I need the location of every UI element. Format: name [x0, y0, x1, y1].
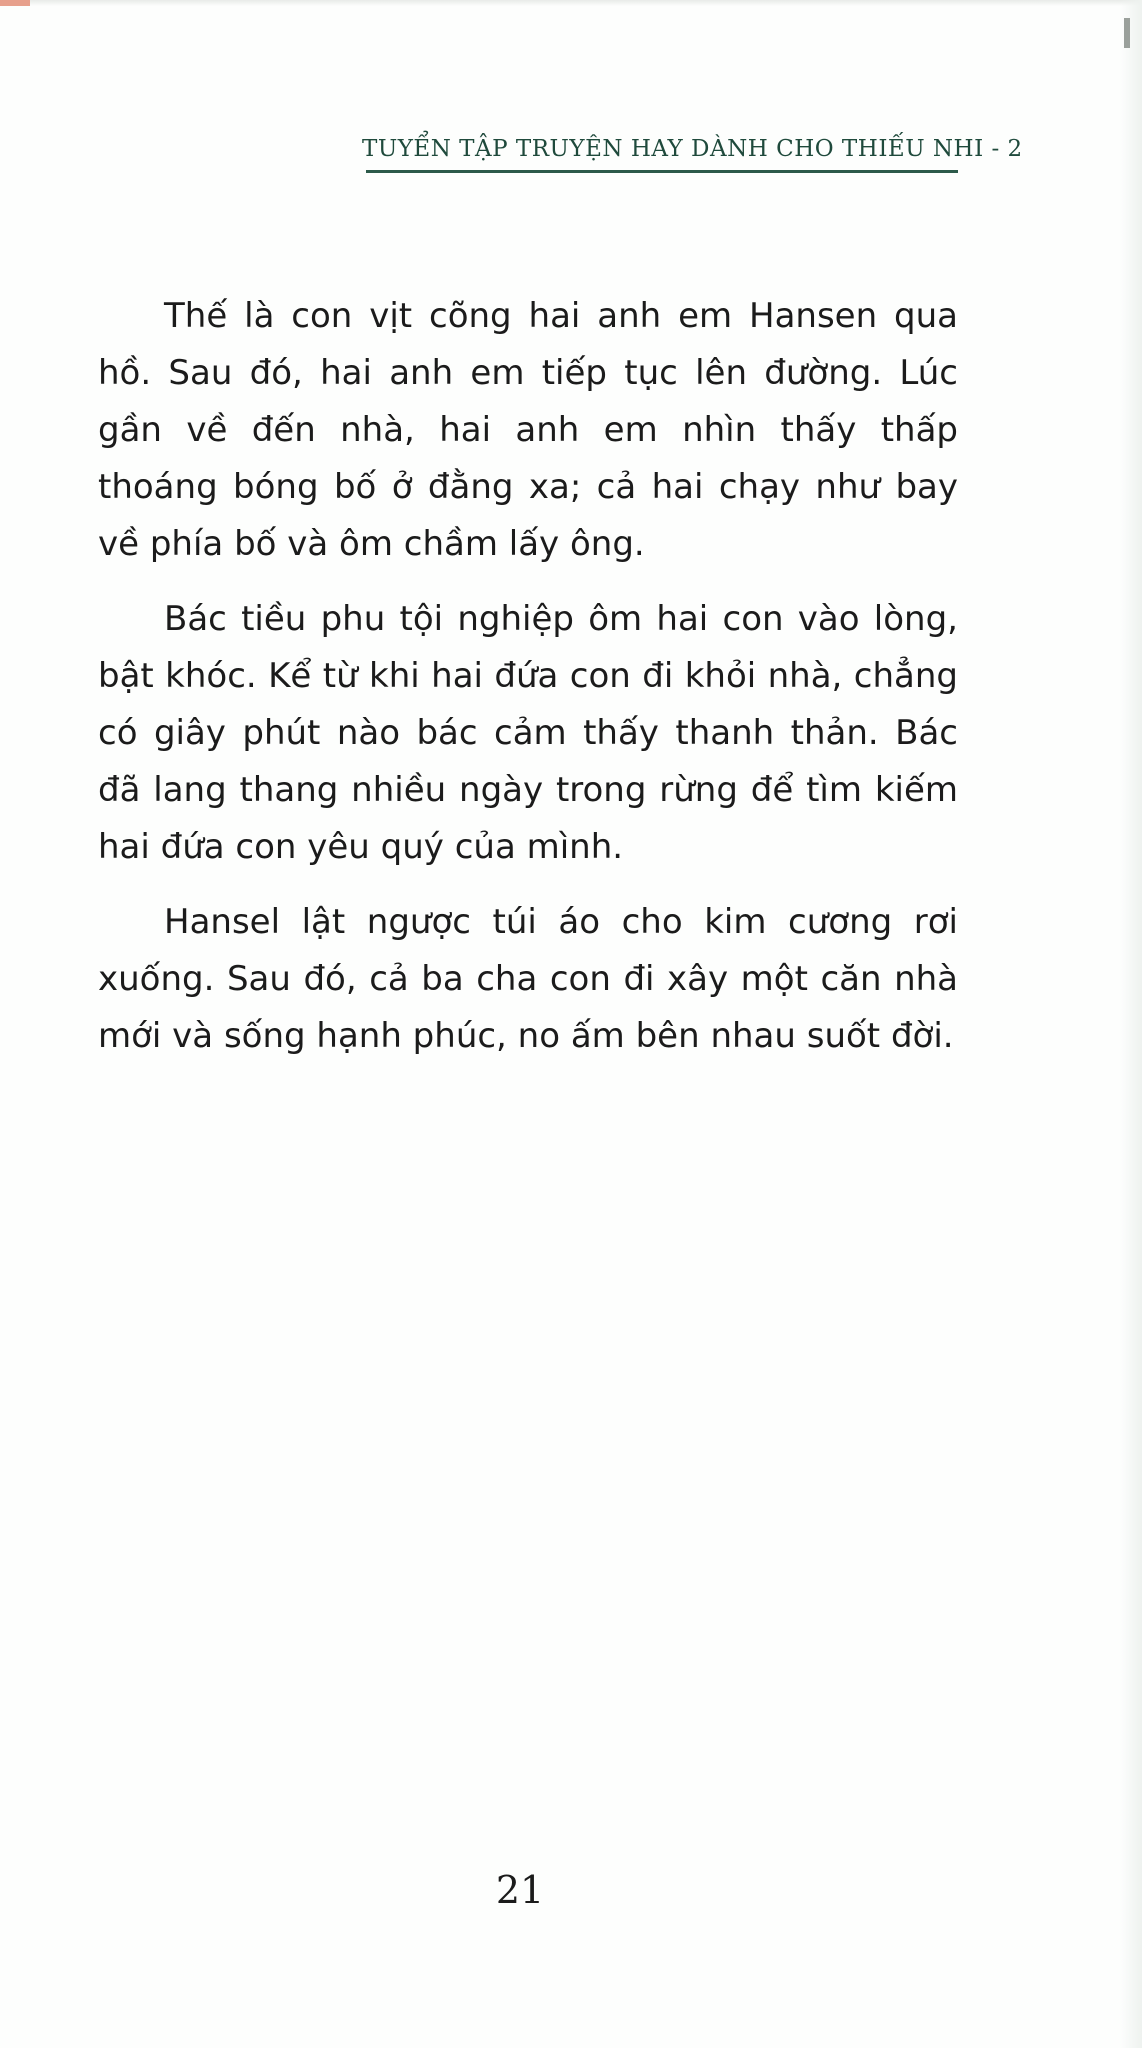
body-text — [98, 288, 958, 1083]
page-number: 21 — [495, 1868, 545, 1912]
header-rule — [366, 170, 958, 173]
scan-edge-top — [0, 0, 1142, 6]
scan-edge-mark — [1124, 18, 1130, 48]
scan-corner-mark — [0, 0, 30, 6]
scan-edge-right — [1120, 0, 1142, 2048]
paragraph-3: Hansel lật ngược túi áo cho kim cương rơi xuống. Sau đó, cả ba cha con đi xây một căn nhà mới và sống hạnh phúc, no ấm bên nhau suốt đời. — [98, 902, 958, 1056]
paragraph-1: Thế là con vịt cõng hai anh em Hansen qua hồ. Sau đó, hai anh em tiếp tục lên đường. Lúc gần về đến nhà, hai anh em nhìn thấy thấp thoáng bóng bố ở đằng xa; cả hai chạy như bay về phía bố và ôm chầm lấy ông. — [98, 296, 958, 564]
running-header: TUYỂN TẬP TRUYỆN HAY DÀNH CHO THIẾU NHI - 2 — [362, 136, 1023, 162]
paragraph-2: Bác tiều phu tội nghiệp ôm hai con vào lòng, bật khóc. Kể từ khi hai đứa con đi khỏi nhà, chẳng có giây phút nào bác cảm thấy thanh thản. Bác đã lang thang nhiều ngày trong rừng để tìm kiếm hai đứa con yêu quý của mình. — [98, 599, 958, 867]
